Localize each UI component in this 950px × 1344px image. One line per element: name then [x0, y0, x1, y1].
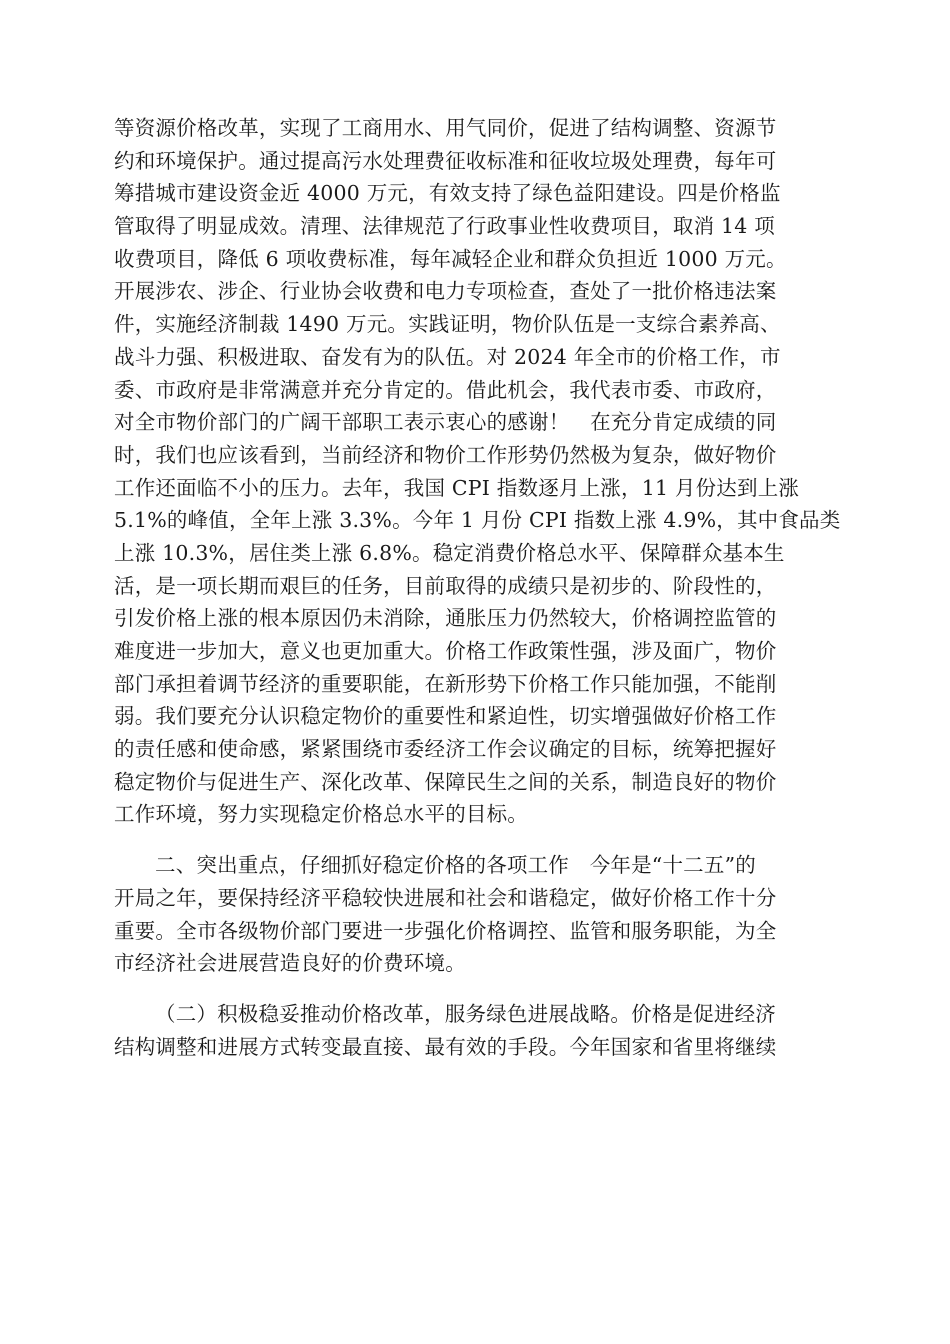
text-line: 弱。我们要充分认识稳定物价的重要性和紧迫性，切实增强做好价格工作 — [114, 704, 777, 729]
text-line: 5.1%的峰值，全年上涨 3.3%。今年 1 月份 CPI 指数上涨 4.9%，其中食品类 — [114, 508, 841, 533]
text-line: 时，我们也应该看到，当前经济和物价工作形势仍然极为复杂，做好物价 — [114, 442, 777, 467]
text-line: 件，实施经济制裁 1490 万元。实践证明，物价队伍是一支综合素养高、 — [114, 312, 781, 337]
text-line: 筹措城市建设资金近 4000 万元，有效支持了绿色益阳建设。四是价格监 — [114, 181, 781, 206]
text-line: 工作还面临不小的压力。去年，我国 CPI 指数逐月上涨，11 月份达到上涨 — [114, 475, 800, 500]
text-line: 结构调整和进展方式转变最直接、最有效的手段。今年国家和省里将继续 — [114, 1034, 777, 1059]
text-line: 等资源价格改革，实现了工商用水、用气同价，促进了结构调整、资源节 — [114, 116, 777, 140]
text-line: 上涨 10.3%，居住类上涨 6.8%。稳定消费价格总水平、保障群众基本生 — [114, 540, 785, 565]
paragraph-achievements — [114, 112, 841, 831]
text-line: 工作环境，努力实现稳定价格总水平的目标。 — [114, 802, 528, 827]
text-line: 委、市政府是非常满意并充分肯定的。借此机会，我代表市委、市政府， — [114, 377, 777, 402]
text-line: 对全市物价部门的广阔干部职工表示衷心的感谢！ 在充分肯定成绩的同 — [114, 410, 777, 435]
text-line: 的责任感和使命感，紧紧围绕市委经济工作会议确定的目标，统筹把握好 — [114, 737, 777, 762]
text-line: 开展涉农、涉企、行业协会收费和电力专项检查，查处了一批价格违法案 — [114, 279, 777, 304]
text-line: 难度进一步加大，意义也更加重大。价格工作政策性强，涉及面广，物价 — [114, 639, 777, 663]
text-line: 战斗力强、积极进取、奋发有为的队伍。对 2024 年全市的价格工作，市 — [114, 344, 781, 369]
paragraph-price-reform — [114, 998, 838, 1063]
text-line: 二、突出重点，仔细抓好稳定价格的各项工作 今年是“十二五”的 — [155, 853, 756, 878]
text-line: 开局之年，要保持经济平稳较快进展和社会和谐稳定，做好价格工作十分 — [114, 885, 777, 910]
paragraph-section-two — [114, 849, 838, 980]
paragraph-gap — [114, 980, 838, 998]
text-line: 部门承担着调节经济的重要职能，在新形势下价格工作只能加强，不能削 — [114, 671, 777, 696]
text-line: 市经济社会进展营造良好的价费环境。 — [114, 951, 466, 976]
text-line: 管取得了明显成效。清理、法律规范了行政事业性收费项目，取消 14 项 — [114, 214, 775, 239]
text-line: 稳定物价与促进生产、深化改革、保障民生之间的关系，制造良好的物价 — [114, 769, 777, 794]
text-line: 约和环境保护。通过提高污水处理费征收标准和征收垃圾处理费，每年可 — [114, 148, 777, 173]
text-line: 收费项目，降低 6 项收费标准，每年减轻企业和群众负担近 1000 万元。 — [114, 246, 787, 271]
text-line: 活，是一项长期而艰巨的任务，目前取得的成绩只是初步的、阶段性的， — [114, 573, 777, 598]
text-line: 重要。全市各级物价部门要进一步强化价格调控、监管和服务职能，为全 — [114, 918, 777, 943]
text-line: （二）积极稳妥推动价格改革，服务绿色进展战略。价格是促进经济 — [155, 1001, 776, 1026]
paragraph-gap — [114, 831, 838, 849]
document-page — [114, 112, 841, 1063]
text-line: 引发价格上涨的根本原因仍未消除，通胀压力仍然较大，价格调控监管的 — [114, 606, 777, 631]
